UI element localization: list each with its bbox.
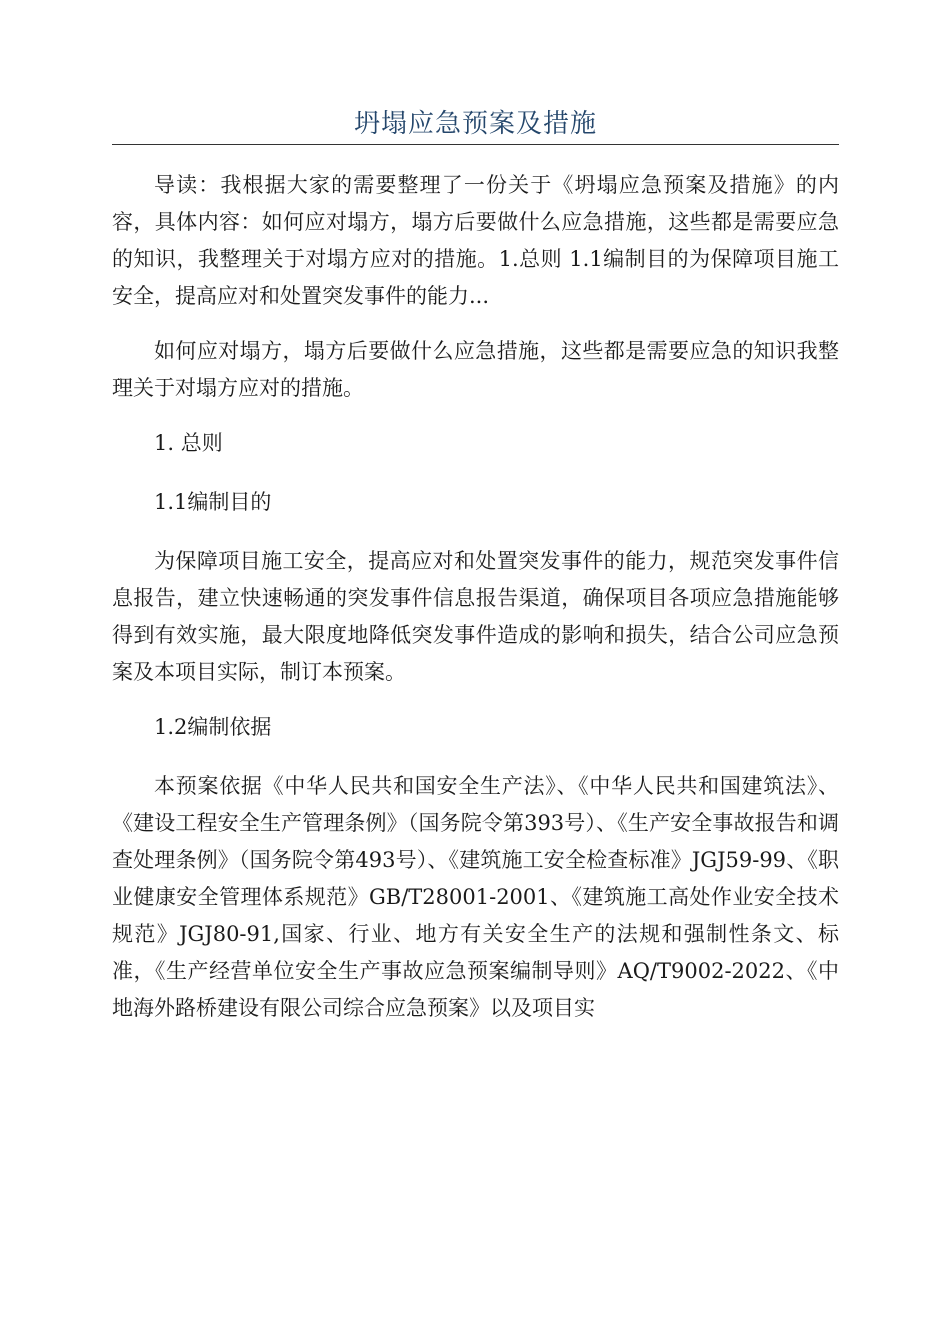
title-underline [112, 144, 839, 145]
purpose-paragraph: 为保障项目施工安全，提高应对和处置突发事件的能力，规范突发事件信息报告，建立快速畅通的突发事件信息报告渠道，确保项目各项应急措施能够得到有效实施，最大限度地降低突发事件造成的影响和损失，结合公司应急预案及本项目实际，制订本预案。 [112, 549, 839, 684]
subsection-heading-purpose: 1.1编制目的 [154, 490, 272, 514]
document-page [112, 0, 839, 1045]
document-title: 坍塌应急预案及措施 [353, 109, 597, 139]
intro-paragraph: 导读：我根据大家的需要整理了一份关于《坍塌应急预案及措施》的内容，具体内容：如何应对塌方，塌方后要做什么应急措施，这些都是需要应急的知识，我整理关于对塌方应对的措施。1.总则 1.1编制目的为保障项目施工安全，提高应对和处置突发事件的能力... [112, 173, 839, 308]
basis-paragraph: 本预案依据《中华人民共和国安全生产法》、《中华人民共和国建筑法》、《建设工程安全生产管理条例》（国务院令第393号）、《生产安全事故报告和调查处理条例》（国务院令第493号）、《建筑施工安全检查标准》JGJ59-99、《职业健康安全管理体系规范》GB/T28001-2001、《建筑施工高处作业安全技术规范》JGJ80-91,国家、行业、地方有关安全生产的法规和强制性条文、标准，《生产经营单位安全生产事故应急预案编制导则》AQ/T9002-2022、《中地海外路桥建设有限公司综合应急预案》以及项目实 [112, 774, 839, 1020]
section-heading-general: 1. 总则 [154, 431, 223, 455]
subsection-heading-basis: 1.2编制依据 [154, 715, 272, 739]
summary-paragraph: 如何应对塌方，塌方后要做什么应急措施，这些都是需要应急的知识我整理关于对塌方应对的措施。 [112, 339, 839, 400]
